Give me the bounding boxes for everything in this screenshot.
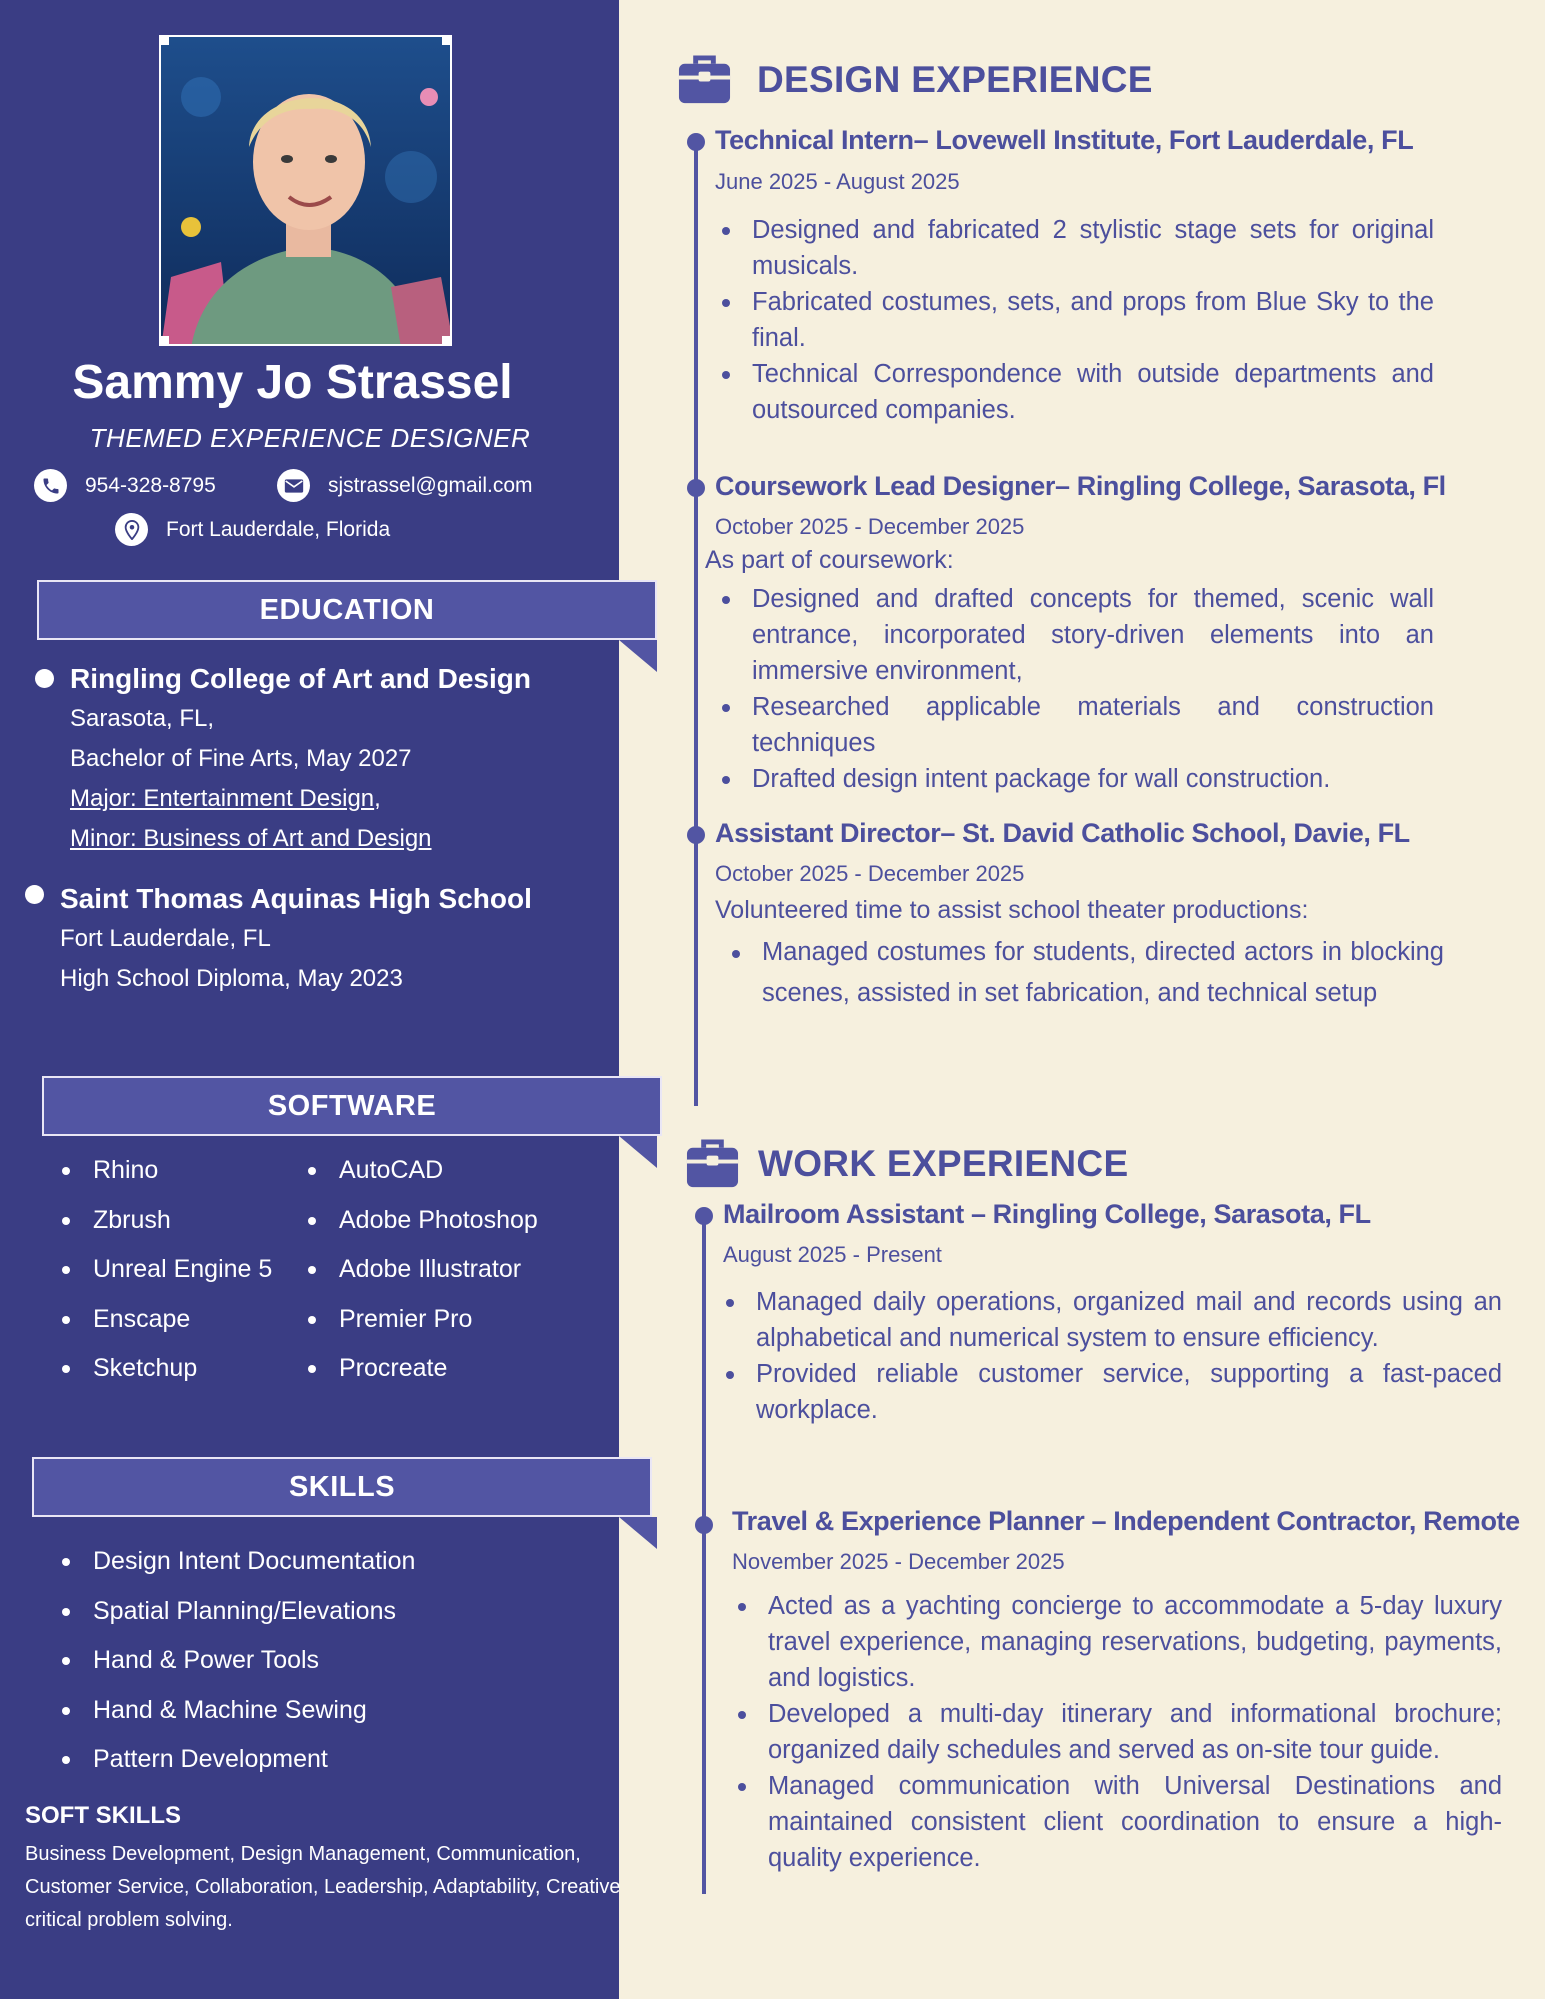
- job-title: Mailroom Assistant – Ringling College, Sarasota, FL: [723, 1199, 1371, 1229]
- job-bullets: [752, 581, 1434, 797]
- job-date: November 2025 - December 2025: [732, 1549, 1065, 1574]
- profile-photo: [159, 35, 452, 346]
- education-item-ringling: [70, 659, 531, 859]
- job-bullets: [756, 1284, 1502, 1428]
- bullet-item: Managed communication with Universal Destinations and maintained consistent client coordination to ensure a high- quality experience.: [768, 1768, 1502, 1876]
- contact-phone: [34, 469, 216, 502]
- briefcase-icon: [677, 52, 732, 107]
- school-name: Saint Thomas Aquinas High School: [60, 883, 532, 914]
- briefcase-icon: [685, 1136, 740, 1191]
- school-detail: Bachelor of Fine Arts, May 2027: [70, 745, 412, 772]
- crop-handle: [442, 35, 452, 45]
- job-date: August 2025 - Present: [723, 1242, 942, 1267]
- list-item: Adobe Illustrator: [306, 1245, 538, 1295]
- school-detail: High School Diploma, May 2023: [60, 965, 403, 992]
- contact-location: [115, 513, 390, 546]
- list-item: Pattern Development: [60, 1735, 415, 1785]
- timeline-dot: [687, 479, 705, 497]
- crop-handle: [159, 336, 169, 346]
- location-pin-icon: [115, 513, 148, 546]
- list-item: Premier Pro: [306, 1295, 538, 1345]
- job-bullets: [768, 1588, 1502, 1876]
- bullet-item: Acted as a yachting concierge to accommodate a 5-day luxury travel experience, managing reservations, budgeting, payments, and logistics.: [768, 1588, 1502, 1696]
- list-item: Sketchup: [60, 1344, 272, 1394]
- list-item: Hand & Power Tools: [60, 1636, 415, 1686]
- software-heading: SOFTWARE: [42, 1076, 662, 1136]
- software-list-col1: [60, 1146, 272, 1394]
- bullet-item: Designed and fabricated 2 stylistic stage sets for original musicals.: [752, 212, 1434, 284]
- list-item: Procreate: [306, 1344, 538, 1394]
- bullet-item: Developed a multi-day itinerary and informational brochure; organized daily schedules and served as on-site tour guide.: [768, 1696, 1502, 1768]
- email-address[interactable]: sjstrassel@gmail.com: [328, 473, 533, 497]
- sidebar: [0, 0, 619, 1999]
- work-experience-heading: WORK EXPERIENCE: [685, 1136, 1128, 1191]
- school-name: Ringling College of Art and Design: [70, 663, 531, 694]
- job-title: Coursework Lead Designer– Ringling College, Sarasota, Fl: [715, 471, 1446, 501]
- job-date: October 2025 - December 2025: [715, 861, 1025, 886]
- timeline-dot: [695, 1516, 713, 1534]
- bullet-dot: [25, 885, 44, 904]
- list-item: Hand & Machine Sewing: [60, 1686, 415, 1736]
- mail-icon: [277, 469, 310, 502]
- profile-name: Sammy Jo Strassel: [72, 356, 513, 409]
- software-list-col2: [306, 1146, 538, 1394]
- list-item: Enscape: [60, 1295, 272, 1345]
- bullet-item: Technical Correspondence with outside departments and outsourced companies.: [752, 356, 1434, 428]
- job-bullets: [762, 932, 1444, 1014]
- school-major: Major: Entertainment Design,: [70, 785, 381, 812]
- soft-skills-text: Business Development, Design Management, Communication, Customer Service, Collaboration, Leadership, Adaptability, Creative critical problem solving.: [25, 1843, 621, 1931]
- bullet-item: Provided reliable customer service, supporting a fast-paced workplace.: [756, 1356, 1502, 1428]
- list-item: Rhino: [60, 1146, 272, 1196]
- bullet-item: Researched applicable materials and construction techniques: [752, 689, 1434, 761]
- major-link[interactable]: Major: Entertainment Design: [70, 785, 375, 812]
- crop-handle: [442, 336, 452, 346]
- job-title: Assistant Director– St. David Catholic School, Davie, FL: [715, 818, 1410, 848]
- bullet-dot: [35, 669, 54, 688]
- crop-handle: [159, 35, 169, 45]
- list-item: Design Intent Documentation: [60, 1537, 415, 1587]
- timeline-line: [702, 1216, 706, 1894]
- contact-email: [277, 469, 533, 502]
- list-item: AutoCAD: [306, 1146, 538, 1196]
- list-item: Adobe Photoshop: [306, 1196, 538, 1246]
- education-item-aquinas: [60, 879, 532, 999]
- bullet-item: Designed and drafted concepts for themed, scenic wall entrance, incorporated story-driven elements into an immersive environment,: [752, 581, 1434, 689]
- list-item: Spatial Planning/Elevations: [60, 1587, 415, 1637]
- minor-link[interactable]: Minor: Business of Art and Design: [70, 825, 432, 852]
- timeline-line: [694, 140, 698, 1106]
- timeline-dot: [687, 826, 705, 844]
- timeline-dot: [687, 133, 705, 151]
- education-heading: EDUCATION: [37, 580, 657, 640]
- job-intro: As part of coursework:: [705, 546, 954, 574]
- bullet-item: Managed costumes for students, directed actors in blocking scenes, assisted in set fabrication, and technical setup: [762, 932, 1444, 1014]
- job-intro: Volunteered time to assist school theater productions:: [715, 896, 1309, 924]
- phone-icon: [34, 469, 67, 502]
- bullet-item: Managed daily operations, organized mail and records using an alphabetical and numerical system to ensure efficiency.: [756, 1284, 1502, 1356]
- bullet-item: Drafted design intent package for wall construction.: [752, 761, 1434, 797]
- skills-list: [60, 1537, 415, 1785]
- job-bullets: [752, 212, 1434, 428]
- job-date: June 2025 - August 2025: [715, 169, 960, 194]
- soft-skills-heading: SOFT SKILLS: [25, 1802, 181, 1829]
- job-date: October 2025 - December 2025: [715, 514, 1025, 539]
- location-text: Fort Lauderdale, Florida: [166, 517, 391, 541]
- profile-title: THEMED EXPERIENCE DESIGNER: [89, 423, 531, 453]
- phone-number[interactable]: 954-328-8795: [85, 473, 216, 497]
- job-title: Travel & Experience Planner – Independent Contractor, Remote: [732, 1506, 1520, 1536]
- main-content: [619, 0, 1545, 1999]
- skills-heading: SKILLS: [32, 1457, 652, 1517]
- timeline-dot: [695, 1207, 713, 1225]
- bullet-item: Fabricated costumes, sets, and props from Blue Sky to the final.: [752, 284, 1434, 356]
- design-experience-heading: DESIGN EXPERIENCE: [677, 52, 1153, 107]
- list-item: Unreal Engine 5: [60, 1245, 272, 1295]
- school-detail: Sarasota, FL,: [70, 705, 215, 732]
- list-item: Zbrush: [60, 1196, 272, 1246]
- school-detail: Fort Lauderdale, FL: [60, 925, 271, 952]
- job-title: Technical Intern– Lovewell Institute, Fort Lauderdale, FL: [715, 125, 1414, 155]
- profile-photo-image: [161, 37, 452, 346]
